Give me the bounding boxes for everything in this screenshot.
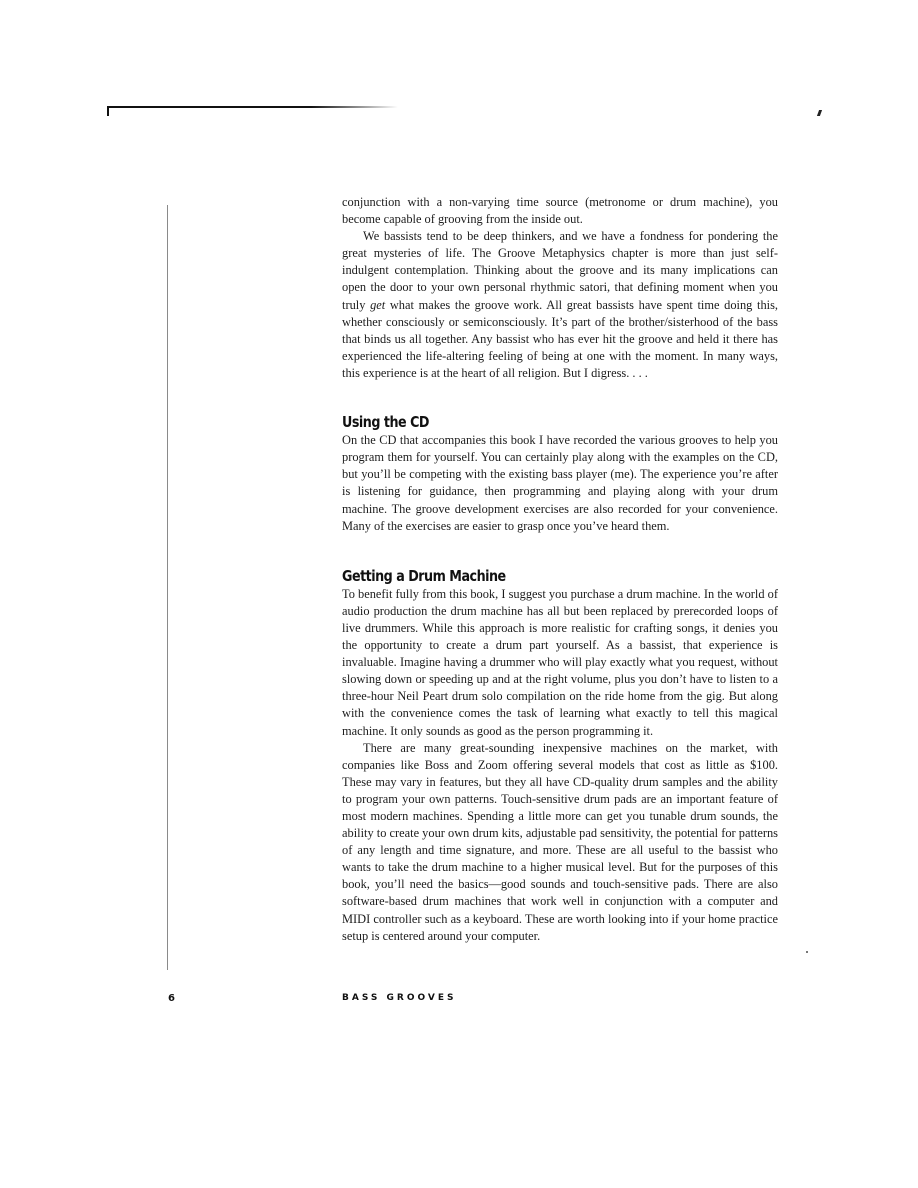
page-number: 6 — [168, 993, 175, 1004]
drum-paragraph-1: To benefit fully from this book, I suggest you purchase a drum machine. In the world of audio production the drum machine has all but been replaced by prerecorded loops of live drummers. While this approach is more realistic for crafting songs, it denies you the opportunity to create a drum part yourself. As a bassist, that experience is invaluable. Imagine having a drummer who will play exactly what you request, without slowing down or speeding up and at the right volume, plus you don’t have to listen to a three-hour Neil Peart drum solo compilation on the ride home from the gig. But along with the convenience comes the task of learning what exactly to tell this magical machine. It only sounds as good as the person programming it. — [342, 586, 778, 738]
body-text-column — [342, 194, 778, 945]
gutter-rule — [167, 205, 168, 970]
running-footer: BASS GROOVES — [342, 993, 457, 1003]
scan-corner-mark-left — [107, 106, 109, 116]
scan-corner-mark-right — [817, 110, 822, 116]
drum-paragraph-2: There are many great-sounding inexpensive machines on the market, with companies like Boss and Zoom offering several models that cost as little as $100. These may vary in features, but they all have CD-quality drum samples and the ability to program your own patterns. Touch-sensitive drum pads are an important feature of most modern machines. Spending a little more can get you tunable drum sounds, the ability to create your own drum kits, adjustable pad sensitivity, the potential for patterns of any length and time signature, and more. These are all useful to the bassist who wants to take the drum machine to a higher musical level. But for the purposes of this book, you’ll need the basics—good sounds and touch-sensitive pads. There are also software-based drum machines that work well in conjunction with a computer and MIDI controller such as a keyboard. These are worth looking into if your home practice setup is centered around your computer. — [342, 740, 778, 943]
scan-edge-top-rule — [108, 106, 398, 108]
heading-using-the-cd: Using the CD — [342, 413, 429, 432]
intro-paragraph-1: conjunction with a non-varying time source (metronome or drum machine), you become capable of grooving from the inside out. — [342, 195, 778, 227]
emphasis-get: get — [370, 297, 386, 312]
cd-paragraph-1: On the CD that accompanies this book I have recorded the various grooves to help you program them for yourself. You can certainly play along with the examples on the CD, but you’ll be competing with the existing bass player (me). The experience you’re after is listening for guidance, then programming and playing along with your drum machine. The groove development exercises are also recorded for your convenience. Many of the exercises are easier to grasp once you’ve heard them. — [342, 433, 778, 533]
scan-speck — [806, 951, 808, 953]
intro-paragraph-2 — [342, 228, 778, 382]
intro-paragraph-2-text-a: We bassists tend to be deep thinkers, and we have a fondness for pondering the great mysteries of life. The Groove Metaphysics chapter is more than just self-indulgent contemplation. Thinking about the groove and its many implications can open the door to your own personal rhythmic satori, that defining moment when you truly — [342, 229, 778, 312]
intro-paragraph-2-text-b: what makes the groove work. All great bassists have spent time doing this, whether consciously or semiconsciously. It’s part of the brother/sisterhood of the bass that binds us all together. Any bassist who has ever hit the groove and held it there has experienced the life-altering feeling of being at one with the moment. In many ways, this experience is at the heart of all religion. But I digress. . . . — [342, 297, 779, 380]
heading-getting-a-drum-machine: Getting a Drum Machine — [342, 566, 506, 585]
